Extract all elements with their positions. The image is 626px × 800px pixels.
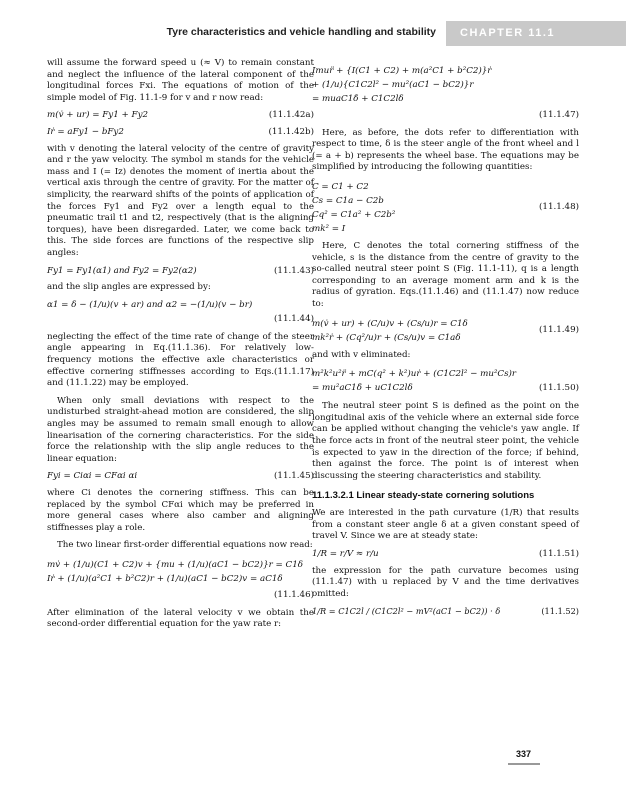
running-title: Tyre characteristics and vehicle handling and stability bbox=[166, 26, 436, 38]
equation-11-1-47: Imur̈ + {I(C1 + C2) + m(a²C1 + b²C2)}ṙ + (1/u){C1C2l² − mu²(aC1 − bC2)}r = muaC1δ̇ + C1C2lδ bbox=[312, 66, 492, 104]
paragraph: and with v eliminated: bbox=[312, 349, 411, 360]
equation-11-1-45: Fyi = Ciαi = CFαi αi (11.1.45) bbox=[47, 471, 314, 482]
chapter-tab bbox=[446, 21, 626, 46]
paragraph: will assume the forward speed u (≈ V) to remain constant and neglect the influence of the lateral component of the longitudinal forces Fxi. The equations of motion of the simple model of Fig. 11.1-9 for v and r now read: bbox=[47, 58, 314, 103]
equation-11-1-46: mv̇ + (1/u)(C1 + C2)v + {mu + (1/u)(aC1 − bC2)}r = C1δ Iṙ + (1/u)(a²C1 + b²C2)r + (1/u)(aC1 − bC2)v = aC1δ bbox=[47, 559, 303, 584]
equation-number: (11.1.46) bbox=[274, 589, 314, 600]
chapter-label: CHAPTER 11.1 bbox=[460, 27, 556, 39]
equation-11-1-51: 1/R = r/V ≈ r/u (11.1.51) bbox=[312, 549, 579, 560]
paragraph: The two linear first-order differential equations now read: bbox=[57, 540, 313, 551]
equation-11-1-42a: m(v̇ + ur) = Fy1 + Fy2 (11.1.42a) bbox=[47, 110, 314, 121]
page-number: 337 bbox=[516, 749, 532, 759]
paragraph: Here, as before, the dots refer to differentiation with respect to time, δ is the steer angle of the front wheel and l (= a + b) represents the wheel base. The equations may be simplified by introducing the following quantities: bbox=[312, 127, 579, 173]
equation-11-1-48: C = C1 + C2 Cs = C1a − C2b Cq² = C1a² + C2b² mk² = I (11.1.48) bbox=[312, 181, 579, 234]
paragraph: the expression for the path curvature becomes using (11.1.47) with u replaced by V and the time derivatives omitted: bbox=[312, 565, 579, 599]
equation-11-1-43: Fy1 = Fy1(α1) and Fy2 = Fy2(α2) (11.1.43) bbox=[47, 265, 314, 276]
paragraph: The neutral steer point S is defined as the point on the longitudinal axis of the vehicle where an external side force can be applied without changing the vehicle's yaw angle. If the force acts in front of the neutral steer point, the vehicle is expected to yaw in the direction of the force; if behind, then against the force. The point is of interest when discussing the steering characteristics and stability. bbox=[312, 401, 579, 481]
paragraph: and the slip angles are expressed by: bbox=[47, 282, 211, 293]
equation-number: (11.1.47) bbox=[539, 110, 579, 120]
paragraph: neglecting the effect of the time rate of change of the steer angle appearing in Eq.(11.1.36). For relatively low-frequency motions the effective axle characteristics or effective cornering stiffnesses according to Eqs.(11.1.17) and (11.1.22) may be employed. bbox=[47, 331, 314, 389]
paragraph: When only small deviations with respect to the undisturbed straight-ahead motion are considered, the slip angles may be assumed to remain small enough to allow linearisation of the cornering characteristics. For the side force the relationship with the slip angle reduces to the linear equation: bbox=[47, 395, 314, 464]
equation-11-1-50: m²k²u²r̈ + mC(q² + k²)uṙ + (C1C2l² − mu²Cs)r = mu²aC1δ̇ + uC1C2lδ (11.1.50) bbox=[312, 369, 579, 394]
equation-11-1-44: α1 = δ − (1/u)(v + ar) and α2 = −(1/u)(v − br) bbox=[47, 299, 253, 310]
section-heading: 11.1.3.2.1 Linear steady-state cornering solutions bbox=[312, 490, 535, 502]
paragraph: where Ci denotes the cornering stiffness. This can be replaced by the symbol CFαi which may be preferred in more general cases where also camber and aligning stiffnesses play a role. bbox=[47, 488, 314, 533]
equation-11-1-52: 1/R = C1C2l / (C1C2l² − mV²(aC1 − bC2)) · δ (11.1.52) bbox=[312, 606, 579, 617]
page-number-rule bbox=[508, 763, 540, 765]
right-column bbox=[312, 58, 579, 623]
paragraph: We are interested in the path curvature (1/R) that results from a constant steer angle δ at a given constant speed of travel V. Since we are at steady state: bbox=[312, 508, 579, 542]
paragraph: Here, C denotes the total cornering stiffness of the vehicle, s is the distance from the centre of gravity to the so-called neutral steer point S (Fig. 11.1-11), q is a length corresponding to an average moment arm and k is the radius of gyration. Eqs.(11.1.46) and (11.1.47) now reduce to: bbox=[312, 240, 579, 309]
equation-11-1-42b: Iṙ = aFy1 − bFy2 (11.1.42b) bbox=[47, 126, 314, 137]
paragraph: After elimination of the lateral velocity v we obtain the second-order differential equation for the yaw rate r: bbox=[47, 607, 314, 630]
left-column bbox=[47, 58, 314, 637]
equation-number: (11.1.44) bbox=[274, 314, 314, 325]
paragraph: with v denoting the lateral velocity of the centre of gravity and r the yaw velocity. The symbol m stands for the vehicle mass and I (= Iz) denotes the moment of inertia about the vertical axis through the centre of gravity. For the matter of simplicity, the rearward shifts of the points of application of the forces Fy1 and Fy2 over a length equal to the pneumatic trail t1 and t2, respectively (that is the aligning torques), have been disregarded. Later, we come back to this. The side forces are functions of the respective slip angles: bbox=[47, 143, 314, 258]
equation-11-1-49: m(v̇ + ur) + (C/u)v + (Cs/u)r = C1δ mk²ṙ + (Cq²/u)r + (Cs/u)v = C1aδ (11.1.49) bbox=[312, 318, 579, 343]
